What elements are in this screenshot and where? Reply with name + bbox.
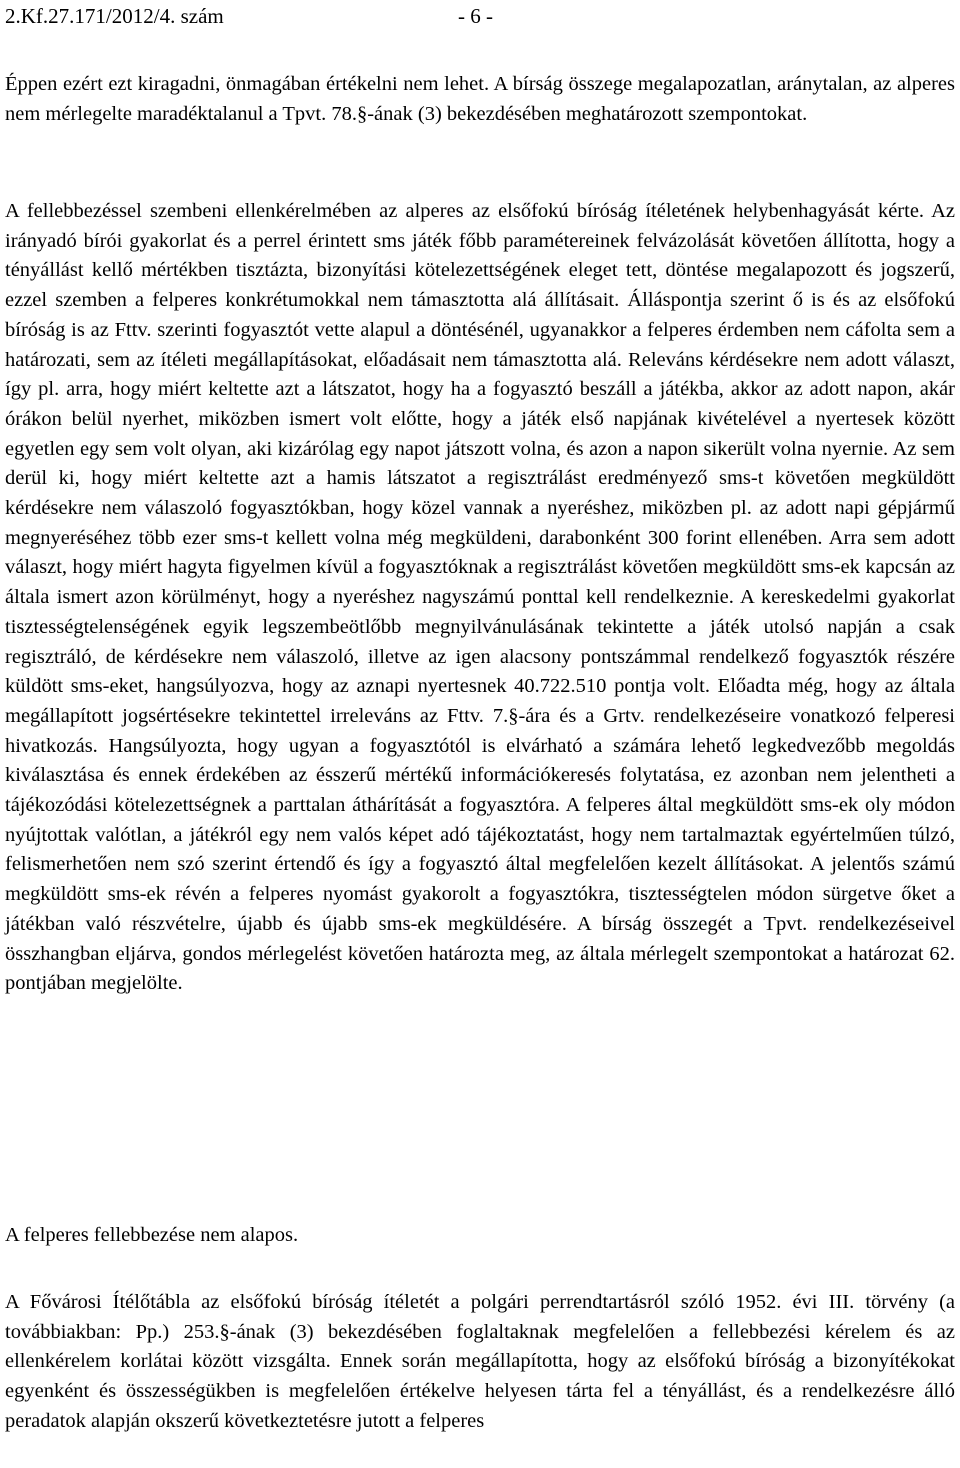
paragraph-court-review: A Fővárosi Ítélőtábla az elsőfokú bíróság ítéletét a polgári perrendtartásról szóló 1952. évi III. törvény (a továbbiakban: Pp.) 253.§-ának (3) bekezdésében foglaltaknak megfelelően a fellebbezési kérelem és az ellenkérelem korlátai között vizsgálta. Ennek során megállapította, hogy az elsőfokú bíróság a bizonyítékokat egyenként és összességükben is megfelelően értékelve helyesen tárta fel a tényállást, és a rendelkezésre álló peradatok alapján okszerű következtetésre jutott a felperes bbox=[5, 1291, 955, 1432]
page-header bbox=[5, 4, 493, 28]
page-number: - 6 - bbox=[458, 4, 493, 28]
paragraph-fine-objection: Éppen ezért ezt kiragadni, önmagában értékelni nem lehet. A bírság összege megalapozatlan, aránytalan, az alperes nem mérlegelte maradéktalanul a Tpvt. 78.§-ának (3) bekezdésében meghatározott szempontokat. bbox=[5, 73, 955, 125]
case-number: 2.Kf.27.171/2012/4. szám bbox=[5, 4, 224, 28]
paragraph-defendant-counterclaim: A fellebbezéssel szembeni ellenkérelmében az alperes az elsőfokú bíróság ítéletének helybenhagyását kérte. Az irányadó bírói gyakorlat és a perrel érintett sms játék főbb paramétereinek felvázolását követően állította, hogy a tényállást kellő mértékben tisztázta, bizonyítási kötelezettségének eleget tett, döntése megalapozott és jogszerű, ezzel szemben a felperes konkrétumokkal nem támasztotta alá állításait. Álláspontja szerint ő is és az elsőfokú bíróság is az Fttv. szerinti fogyasztót vette alapul a döntésénél, ugyanakkor a felperes érdemben nem cáfolta sem a határozati, sem az ítéleti megállapításokat, előadásait nem támasztotta alá. Releváns kérdésekre nem adott választ, így pl. arra, hogy miért keltette azt a látszatot, hogy ha a fogyasztó beszáll a játékba, akkor az adott napon, akár órákon belül nyerhet, miközben ismert volt előtte, hogy a játék első napjának kivételével a nyertesek között egyetlen egy sem volt olyan, aki kizárólag egy napot játszott volna, és azon a napon sikerült volna nyernie. Az sem derül ki, hogy miért keltette azt a hamis látszatot a regisztrálást eredményező sms-t követően megküldött kérdésekre nem válaszoló fogyasztókban, hogy közel vannak a nyeréshez, miközben pl. az adott napi gépjármű megnyeréséhez több ezer sms-t kellett volna még megküldeni, darabonként 300 forint ellenében. Arra sem adott választ, hogy miért hagyta figyelmen kívül a fogyasztóknak a regisztrálást követően megküldött sms-ek kapcsán az általa ismert azon körülményt, hogy a nyeréshez nagyszámú ponttal kell rendelkeznie. A kereskedelmi gyakorlat tisztességtelenségének egyik legszembeötlőbb megnyilvánulásának tekintette a játék utolsó napján a csak regisztráló, de kérdésekre nem válaszoló, illetve az igen alacsony pontszámmal rendelkező fogyasztók részére küldött sms-eket, hangsúlyozva, hogy az aznapi nyertesnek 40.722.510 pontja volt. Előadta még, hogy az általa megállapított jogsértésekre tekintettel irreleváns az Fttv. 7.§-ára és a Grtv. rendelkezéseire vonatkozó felperesi hivatkozás. Hangsúlyozta, hogy ugyan a fogyasztótól is elvárható a számára lehető legkedvezőbb megoldás kiválasztása és ennek érdekében az ésszerű mértékű információkeresés folytatása, ez azonban nem jelentheti a tájékozódási kötelezettségnek a parttalan áthárítását a fogyasztóra. A felperes által megküldött sms-ek oly módon nyújtottak valótlan, a játékról egy nem valós képet adó tájékoztatást, hogy nem tartalmaztak egyértelműen túlzó, felismerhetően nem szó szerint értendő és így a fogyasztó által megfelelően kezelt állításokat. A jelentős számú megküldött sms-ek révén a felperes nyomást gyakorolt a fogyasztókra, tisztességtelen módon sürgetve őket a játékban való részvételre, újabb és újabb sms-ek megküldésére. A bírság összegét a Tpvt. rendelkezéseivel összhangban eljárva, gondos mérlegelést követően határozta meg, az általa mérlegelt szempontokat a határozat 62. pontjában megjelölte. bbox=[5, 200, 955, 995]
paragraph-appeal-verdict: A felperes fellebbezése nem alapos. bbox=[5, 1224, 299, 1246]
